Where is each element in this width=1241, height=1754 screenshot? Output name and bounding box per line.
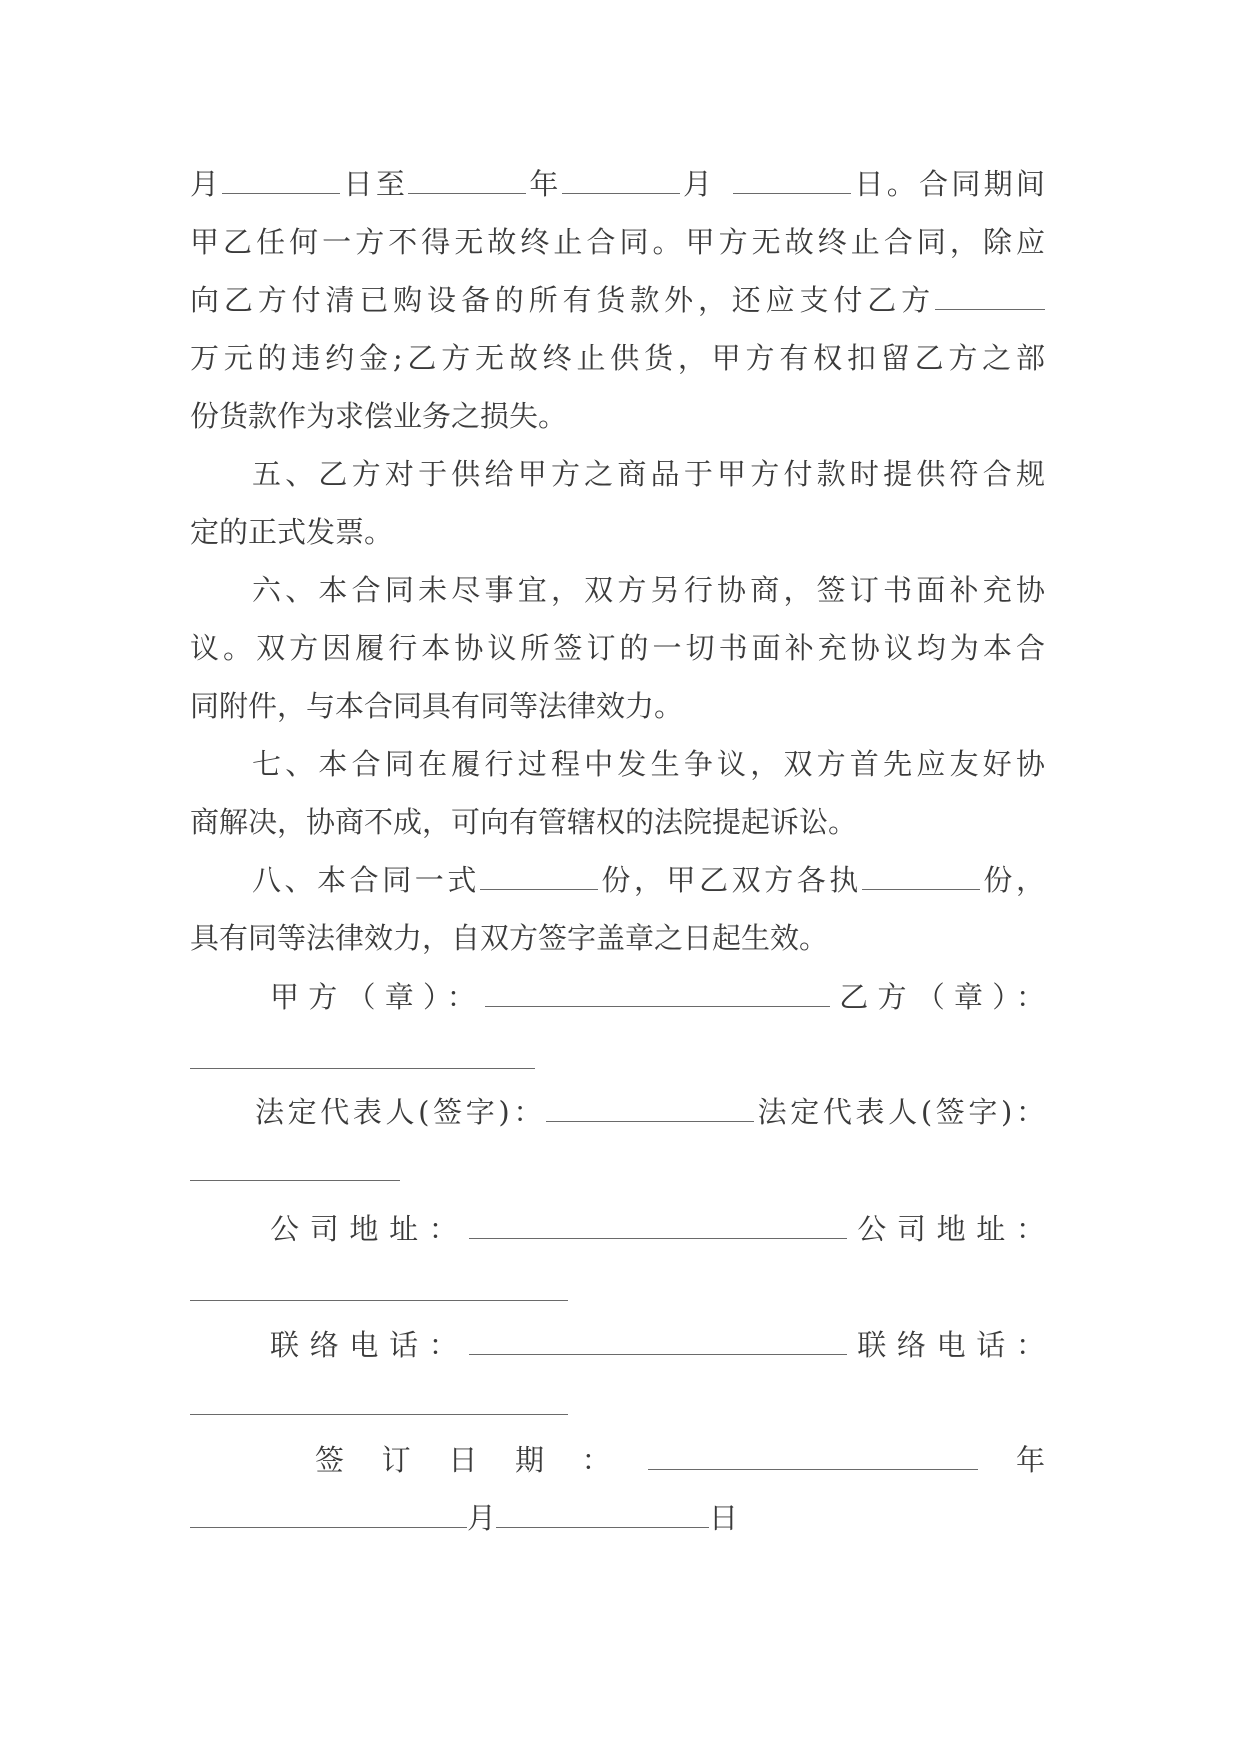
text-segment: 七、本合同在履行过程中发生争议，双方首先应友好协 xyxy=(252,747,1045,781)
fill-in-blank[interactable] xyxy=(190,1176,400,1181)
fill-in-blank[interactable] xyxy=(190,1410,568,1415)
text-segment: 份， xyxy=(979,863,1045,897)
fill-in-blank[interactable] xyxy=(222,189,340,194)
fill-in-blank[interactable] xyxy=(190,1296,568,1301)
text-line xyxy=(190,793,1045,851)
text-segment: 联络电话： xyxy=(846,1328,1045,1362)
text-segment: 公司地址： xyxy=(846,1212,1045,1246)
text-segment: 年 xyxy=(526,167,562,201)
fill-in-blank[interactable] xyxy=(190,1523,467,1528)
text-segment: 具有同等法律效力，自双方签字盖章之日起生效。 xyxy=(190,921,829,955)
text-line xyxy=(190,909,1045,967)
text-segment: 法定代表人(签字)： xyxy=(754,1095,1045,1129)
text-segment: 公司地址： xyxy=(270,1212,469,1246)
text-line xyxy=(252,445,1045,503)
fill-in-blank[interactable] xyxy=(485,1002,830,1007)
text-line xyxy=(255,1083,1045,1141)
text-line xyxy=(190,503,1045,561)
text-segment: 月 xyxy=(467,1501,497,1535)
text-segment: 日 xyxy=(709,1501,739,1535)
fill-in-blank[interactable] xyxy=(648,1465,978,1470)
fill-in-blank[interactable] xyxy=(469,1350,847,1355)
text-line xyxy=(270,1200,1045,1258)
text-segment: 日。合同期间 xyxy=(851,167,1045,201)
text-segment: 甲方（章）： xyxy=(270,980,485,1014)
fill-in-blank[interactable] xyxy=(480,885,598,890)
text-line xyxy=(252,561,1045,619)
fill-in-blank[interactable] xyxy=(862,885,980,890)
text-segment: 日至 xyxy=(340,167,409,201)
text-segment: 签订日期： xyxy=(315,1443,649,1477)
text-line xyxy=(190,1262,1045,1320)
fill-in-blank[interactable] xyxy=(546,1117,754,1122)
text-segment: 定的正式发票。 xyxy=(190,515,394,549)
text-segment: 份，甲乙双方各执 xyxy=(597,863,862,897)
text-segment: 乙方（章）： xyxy=(830,980,1045,1014)
text-line xyxy=(190,1030,1045,1088)
text-line xyxy=(315,1431,1045,1489)
text-line xyxy=(190,1142,1045,1200)
fill-in-blank[interactable] xyxy=(733,189,851,194)
text-line xyxy=(252,851,1045,909)
text-segment: 向乙方付清已购设备的所有货款外，还应支付乙方 xyxy=(190,283,935,317)
fill-in-blank[interactable] xyxy=(408,189,526,194)
text-segment: 月 xyxy=(679,167,716,201)
text-line xyxy=(190,677,1045,735)
text-line xyxy=(190,1376,1045,1434)
text-segment: 六、本合同未尽事宜，双方另行协商，签订书面补充协 xyxy=(252,573,1045,607)
text-segment: 月 xyxy=(190,167,223,201)
fill-in-blank[interactable] xyxy=(496,1523,709,1528)
text-segment: 八、本合同一式 xyxy=(252,863,480,897)
fill-in-blank[interactable] xyxy=(469,1234,847,1239)
text-segment: 联络电话： xyxy=(270,1328,469,1362)
text-segment: 议。双方因履行本协议所签订的一切书面补充协议均为本合 xyxy=(190,631,1045,665)
text-line xyxy=(190,1489,1045,1547)
text-segment: 份货款作为求偿业务之损失。 xyxy=(190,399,568,433)
text-segment: 五、乙方对于供给甲方之商品于甲方付款时提供符合规 xyxy=(252,457,1045,491)
text-line xyxy=(270,968,1045,1026)
text-segment: 甲乙任何一方不得无故终止合同。甲方无故终止合同，除应 xyxy=(190,225,1045,259)
text-line xyxy=(190,155,1045,213)
fill-in-blank[interactable] xyxy=(190,1064,535,1069)
text-line xyxy=(270,1316,1045,1374)
fill-in-blank[interactable] xyxy=(935,305,1045,310)
text-segment: 万元的违约金;乙方无故终止供货，甲方有权扣留乙方之部 xyxy=(190,341,1045,375)
text-segment: 法定代表人(签字)： xyxy=(255,1095,546,1129)
text-segment: 年 xyxy=(978,1443,1045,1477)
text-line xyxy=(190,619,1045,677)
text-line xyxy=(190,213,1045,271)
text-line xyxy=(190,271,1045,329)
text-line xyxy=(252,735,1045,793)
text-line xyxy=(190,329,1045,387)
text-line xyxy=(190,387,1045,445)
fill-in-blank[interactable] xyxy=(562,189,680,194)
text-segment: 商解决，协商不成，可向有管辖权的法院提起诉讼。 xyxy=(190,805,858,839)
text-segment: 同附件，与本合同具有同等法律效力。 xyxy=(190,689,684,723)
